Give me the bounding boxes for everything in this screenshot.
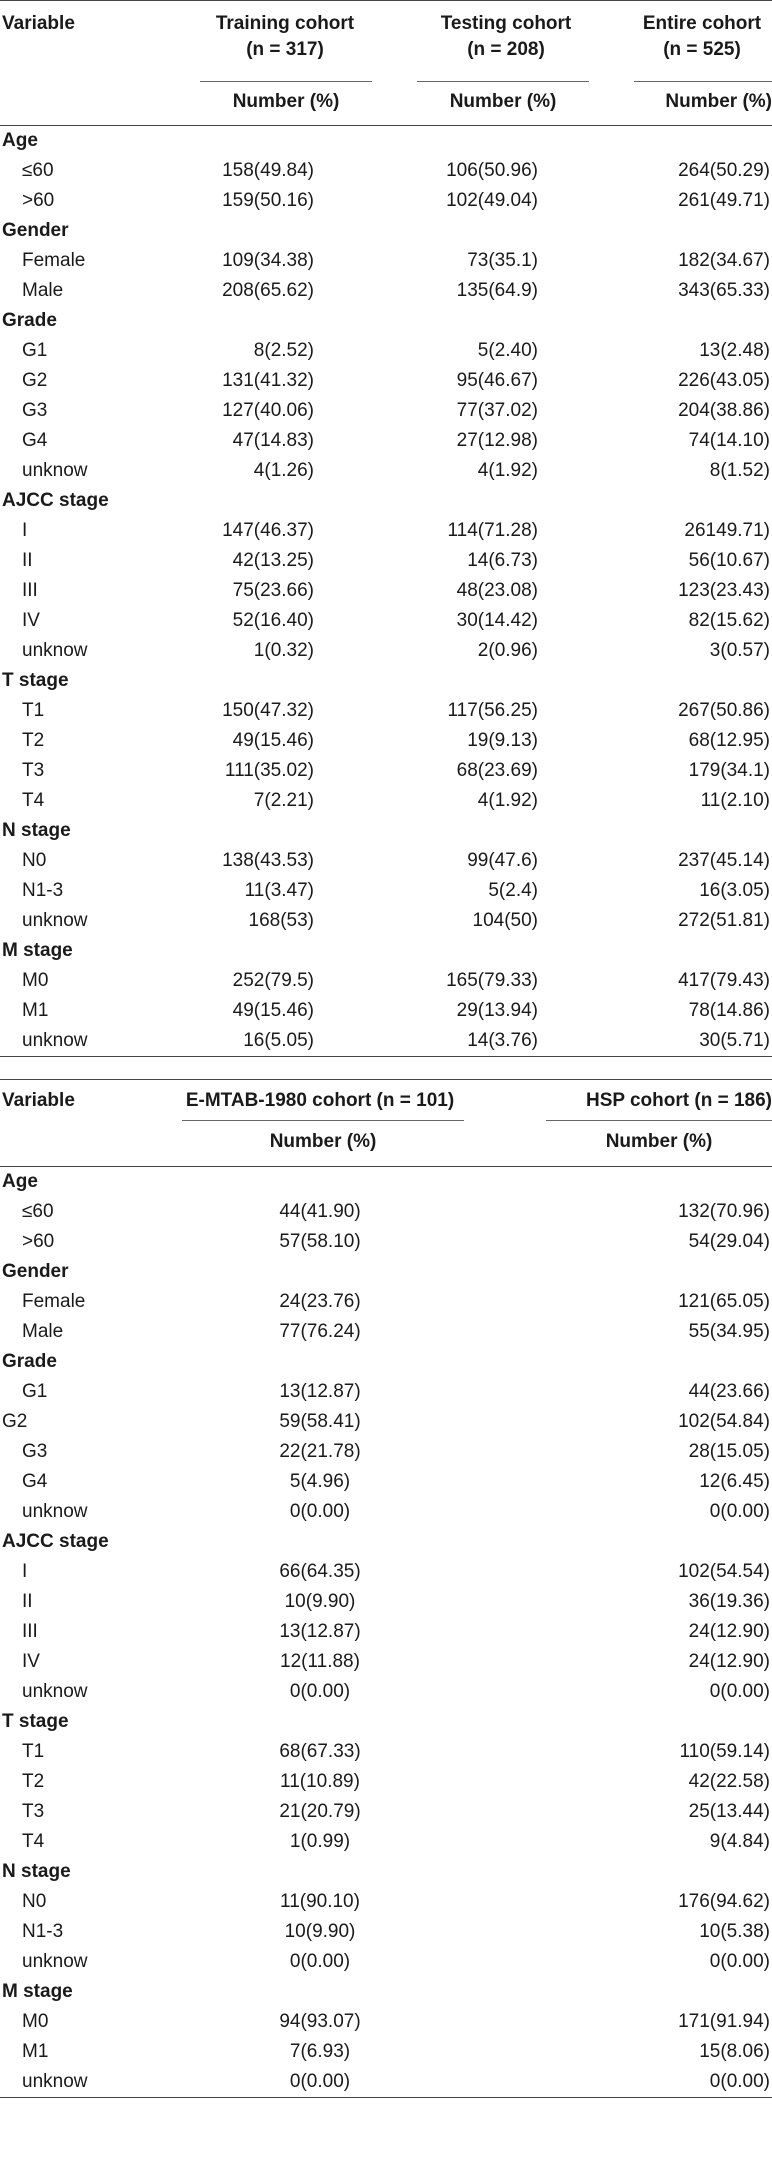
row-label: II: [22, 1591, 33, 1612]
value-cell: 106(50.96): [446, 160, 538, 181]
category-row: [0, 1257, 772, 1287]
value-cell: 66(64.35): [279, 1561, 361, 1582]
category-label: AJCC stage: [2, 1531, 109, 1552]
row-label: IV: [22, 1651, 40, 1672]
value-cell: 272(51.81): [678, 910, 770, 931]
value-cell: 179(34.1): [688, 760, 770, 781]
value-cell: 204(38.86): [678, 400, 770, 421]
table-row: [0, 1467, 772, 1497]
category-label: N stage: [2, 820, 71, 841]
category-row: [0, 1707, 772, 1737]
row-label: I: [22, 1561, 28, 1582]
row-label: T1: [22, 700, 45, 721]
value-cell: 13(12.87): [279, 1381, 361, 1402]
category-label: T stage: [2, 670, 69, 691]
value-cell: 14(6.73): [467, 550, 538, 571]
category-row: [0, 1977, 772, 2007]
training-cohort-n: (n = 317): [246, 39, 324, 60]
value-cell: 22(21.78): [279, 1441, 361, 1462]
table-row: [0, 186, 772, 216]
table1-header-spacer: [0, 63, 772, 77]
table2-hsp-header: HSP cohort (n = 186): [585, 1090, 772, 1111]
entire-cohort-label: Entire cohort: [642, 13, 762, 34]
value-cell: 267(50.86): [678, 700, 770, 721]
value-cell: 102(54.84): [678, 1411, 770, 1432]
category-row: [0, 1527, 772, 1557]
value-cell: 42(13.25): [232, 550, 314, 571]
table-row: [0, 1197, 772, 1227]
value-cell: 12(6.45): [699, 1471, 770, 1492]
row-label: G3: [22, 1441, 48, 1462]
row-label: M1: [22, 2041, 49, 2062]
category-row: [0, 126, 772, 157]
row-label: T3: [22, 760, 45, 781]
row-label: G2: [2, 1411, 28, 1432]
value-cell: 0(0.00): [289, 1501, 351, 1522]
table-row: [0, 1677, 772, 1707]
row-label: Female: [22, 1291, 86, 1312]
table-row: [0, 966, 772, 996]
value-cell: 158(49.84): [222, 160, 314, 181]
table-row: [0, 546, 772, 576]
value-cell: 13(2.48): [699, 340, 770, 361]
category-row: [0, 1347, 772, 1377]
value-cell: 12(11.88): [280, 1651, 360, 1672]
value-cell: 1(0.99): [289, 1831, 351, 1852]
category-label: Grade: [2, 1351, 57, 1372]
value-cell: 49(15.46): [232, 1000, 314, 1021]
value-cell: 132(70.96): [678, 1201, 770, 1222]
table-row: [0, 2037, 772, 2067]
value-cell: 47(14.83): [232, 430, 314, 451]
value-cell: 2(0.96): [477, 640, 538, 661]
value-cell: 10(9.90): [284, 1591, 356, 1612]
category-label: N stage: [2, 1861, 71, 1882]
value-cell: 171(91.94): [678, 2011, 770, 2032]
table-row: [0, 636, 772, 666]
value-cell: 114(71.28): [447, 520, 538, 541]
category-row: [0, 816, 772, 846]
row-label: Female: [22, 250, 86, 271]
row-label: N0: [22, 850, 47, 871]
row-label: G3: [22, 400, 48, 421]
value-cell: 59(58.41): [279, 1411, 361, 1432]
value-cell: 0(0.00): [289, 1951, 351, 1972]
table1-training-header: [170, 1, 370, 64]
value-cell: 208(65.62): [222, 280, 314, 301]
table1-sub1: Number (%): [200, 81, 372, 122]
category-label: M stage: [2, 1981, 73, 2002]
row-label: unknow: [22, 460, 88, 481]
value-cell: 264(50.29): [678, 160, 770, 181]
row-label: ≤60: [22, 160, 54, 181]
table2-variable-header: Variable: [2, 1090, 75, 1111]
value-cell: 4(1.26): [253, 460, 314, 481]
value-cell: 14(3.76): [467, 1030, 538, 1051]
category-label: M stage: [2, 940, 73, 961]
row-label: unknow: [22, 910, 88, 931]
value-cell: 11(2.10): [700, 790, 770, 811]
table-row: [0, 246, 772, 276]
category-label: Grade: [2, 310, 57, 331]
value-cell: 73(35.1): [467, 250, 538, 271]
row-label: unknow: [22, 1681, 88, 1702]
value-cell: 8(2.52): [253, 340, 314, 361]
table-row: [0, 426, 772, 456]
value-cell: 13(12.87): [279, 1621, 361, 1642]
table1-sub2: Number (%): [417, 81, 589, 122]
table1-body: [0, 126, 772, 1057]
value-cell: 135(64.9): [456, 280, 538, 301]
value-cell: 56(10.67): [688, 550, 770, 571]
table-row: [0, 576, 772, 606]
value-cell: 99(47.6): [467, 850, 538, 871]
value-cell: 131(41.32): [222, 370, 314, 391]
entire-cohort-n: (n = 525): [663, 39, 741, 60]
row-label: unknow: [22, 640, 88, 661]
table1-sub3: Number (%): [634, 81, 772, 122]
table2-body: [0, 1167, 772, 2098]
value-cell: 252(79.5): [232, 970, 314, 991]
category-label: AJCC stage: [2, 490, 109, 511]
value-cell: 3(0.57): [709, 640, 770, 661]
value-cell: 44(23.66): [688, 1381, 770, 1402]
value-cell: 24(12.90): [688, 1621, 770, 1642]
value-cell: 9(4.84): [709, 1831, 770, 1852]
value-cell: 0(0.00): [709, 1951, 770, 1972]
table-row: [0, 1947, 772, 1977]
value-cell: 121(65.05): [678, 1291, 770, 1312]
value-cell: 42(22.58): [688, 1771, 770, 1792]
row-label: >60: [22, 1231, 55, 1252]
value-cell: 5(2.4): [488, 880, 538, 901]
row-label: unknow: [22, 1501, 88, 1522]
value-cell: 16(3.05): [699, 880, 770, 901]
value-cell: 102(54.54): [678, 1561, 770, 1582]
table-row: [0, 1767, 772, 1797]
row-label: unknow: [22, 2071, 88, 2092]
table-row: [0, 786, 772, 816]
value-cell: 147(46.37): [222, 520, 314, 541]
table1-testing-header: [370, 1, 592, 64]
row-label: N0: [22, 1891, 47, 1912]
row-label: Male: [22, 1321, 64, 1342]
row-label: G1: [22, 340, 48, 361]
table-row: [0, 1917, 772, 1947]
table-row: [0, 1587, 772, 1617]
table-row: [0, 1797, 772, 1827]
table-row: [0, 156, 772, 186]
value-cell: 168(53): [248, 910, 314, 931]
table-row: [0, 1407, 772, 1437]
category-row: [0, 306, 772, 336]
value-cell: 26149.71): [684, 520, 770, 541]
row-label: T2: [22, 1771, 45, 1792]
value-cell: 44(41.90): [279, 1201, 361, 1222]
value-cell: 30(5.71): [699, 1030, 770, 1051]
row-label: Male: [22, 280, 64, 301]
training-cohort-label: Training cohort: [215, 13, 355, 34]
value-cell: 7(6.93): [289, 2041, 351, 2062]
row-label: T2: [22, 730, 45, 751]
value-cell: 0(0.00): [289, 1681, 351, 1702]
category-label: T stage: [2, 1711, 69, 1732]
value-cell: 159(50.16): [222, 190, 314, 211]
value-cell: 68(23.69): [456, 760, 538, 781]
value-cell: 30(14.42): [456, 610, 538, 631]
table-row: [0, 696, 772, 726]
value-cell: 4(1.92): [477, 790, 538, 811]
row-label: N1-3: [22, 880, 64, 901]
row-label: M0: [22, 2011, 49, 2032]
row-label: II: [22, 550, 33, 571]
value-cell: 54(29.04): [688, 1231, 770, 1252]
row-label: G4: [22, 1471, 48, 1492]
value-cell: 5(2.40): [477, 340, 538, 361]
value-cell: 11(3.47): [244, 880, 314, 901]
category-label: Gender: [2, 1261, 69, 1282]
value-cell: 94(93.07): [279, 2011, 361, 2032]
value-cell: 82(15.62): [688, 610, 770, 631]
table-row: [0, 336, 772, 366]
row-label: T3: [22, 1801, 45, 1822]
value-cell: 24(23.76): [279, 1291, 361, 1312]
value-cell: 110(59.14): [679, 1741, 770, 1762]
row-label: >60: [22, 190, 55, 211]
value-cell: 8(1.52): [709, 460, 770, 481]
value-cell: 7(2.21): [253, 790, 314, 811]
table2-emtab-header: E-MTAB-1980 cohort (n = 101): [185, 1090, 455, 1111]
value-cell: 78(14.86): [688, 1000, 770, 1021]
table-row: [0, 456, 772, 486]
value-cell: 77(76.24): [279, 1321, 361, 1342]
value-cell: 68(12.95): [688, 730, 770, 751]
value-cell: 104(50): [472, 910, 538, 931]
table-row: [0, 396, 772, 426]
row-label: T4: [22, 1831, 45, 1852]
row-label: III: [22, 580, 38, 601]
table-row: [0, 1617, 772, 1647]
table-row: [0, 1737, 772, 1767]
testing-cohort-label: Testing cohort: [440, 13, 572, 34]
table-row: [0, 1227, 772, 1257]
category-row: [0, 936, 772, 966]
row-label: unknow: [22, 1030, 88, 1051]
value-cell: 0(0.00): [709, 1681, 770, 1702]
table2-subheader-row: [0, 1116, 772, 1167]
value-cell: 57(58.10): [279, 1231, 361, 1252]
table1-subheader-row: [0, 77, 772, 126]
value-cell: 55(34.95): [688, 1321, 770, 1342]
table-row: [0, 756, 772, 786]
value-cell: 176(94.62): [678, 1891, 770, 1912]
row-label: G1: [22, 1381, 48, 1402]
table-row: [0, 2007, 772, 2037]
table-row: [0, 726, 772, 756]
cohort-table-2: [0, 1079, 772, 2098]
table1-header-row: [0, 1, 772, 64]
category-row: [0, 666, 772, 696]
value-cell: 127(40.06): [222, 400, 314, 421]
table-row: [0, 276, 772, 306]
table-row: [0, 1287, 772, 1317]
value-cell: 49(15.46): [232, 730, 314, 751]
value-cell: 182(34.67): [678, 250, 770, 271]
value-cell: 150(47.32): [222, 700, 314, 721]
row-label: I: [22, 520, 28, 541]
value-cell: 11(10.89): [280, 1771, 360, 1792]
value-cell: 24(12.90): [688, 1651, 770, 1672]
category-row: [0, 1857, 772, 1887]
table-row: [0, 876, 772, 906]
value-cell: 4(1.92): [477, 460, 538, 481]
value-cell: 165(79.33): [446, 970, 538, 991]
value-cell: 36(19.36): [688, 1591, 770, 1612]
value-cell: 343(65.33): [678, 280, 770, 301]
value-cell: 111(35.02): [224, 760, 314, 781]
row-label: ≤60: [22, 1201, 54, 1222]
value-cell: 261(49.71): [678, 190, 770, 211]
row-label: T4: [22, 790, 45, 811]
category-label: Age: [2, 130, 38, 151]
row-label: N1-3: [22, 1921, 64, 1942]
value-cell: 123(23.43): [678, 580, 770, 601]
table-row: [0, 1887, 772, 1917]
value-cell: 74(14.10): [688, 430, 770, 451]
testing-cohort-n: (n = 208): [467, 39, 545, 60]
table-row: [0, 1647, 772, 1677]
table-row: [0, 2067, 772, 2098]
row-label: T1: [22, 1741, 45, 1762]
value-cell: 10(5.38): [699, 1921, 770, 1942]
value-cell: 25(13.44): [688, 1801, 770, 1822]
table-row: [0, 1497, 772, 1527]
value-cell: 77(37.02): [456, 400, 538, 421]
table-row: [0, 996, 772, 1026]
table2-sub1: Number (%): [182, 1120, 464, 1163]
value-cell: 0(0.00): [709, 1501, 770, 1522]
value-cell: 52(16.40): [232, 610, 314, 631]
table2-header-row: [0, 1080, 772, 1117]
row-label: IV: [22, 610, 40, 631]
value-cell: 75(23.66): [232, 580, 314, 601]
value-cell: 28(15.05): [688, 1441, 770, 1462]
value-cell: 10(9.90): [284, 1921, 356, 1942]
table-row: [0, 1026, 772, 1057]
row-label: unknow: [22, 1951, 88, 1972]
table2-sub2: Number (%): [546, 1120, 772, 1163]
value-cell: 48(23.08): [456, 580, 538, 601]
value-cell: 29(13.94): [456, 1000, 538, 1021]
value-cell: 68(67.33): [279, 1741, 361, 1762]
table-row: [0, 1377, 772, 1407]
category-label: Gender: [2, 220, 69, 241]
table-gap: [0, 1057, 772, 1079]
table-row: [0, 846, 772, 876]
value-cell: 417(79.43): [678, 970, 770, 991]
value-cell: 19(9.13): [467, 730, 538, 751]
table-row: [0, 1437, 772, 1467]
value-cell: 1(0.32): [253, 640, 314, 661]
value-cell: 95(46.67): [456, 370, 538, 391]
row-label: M0: [22, 970, 49, 991]
table1-entire-header: [592, 1, 772, 64]
value-cell: 117(56.25): [447, 700, 538, 721]
row-label: G4: [22, 430, 48, 451]
category-label: Age: [2, 1171, 38, 1192]
value-cell: 138(43.53): [222, 850, 314, 871]
category-row: [0, 216, 772, 246]
table-row: [0, 366, 772, 396]
value-cell: 109(34.38): [222, 250, 314, 271]
value-cell: 0(0.00): [709, 2071, 770, 2092]
table-row: [0, 906, 772, 936]
value-cell: 27(12.98): [456, 430, 538, 451]
table1-variable-header: Variable: [2, 13, 75, 34]
value-cell: 15(8.06): [699, 2041, 770, 2062]
table-row: [0, 606, 772, 636]
table-row: [0, 516, 772, 546]
value-cell: 5(4.96): [289, 1471, 351, 1492]
category-row: [0, 1167, 772, 1198]
category-row: [0, 486, 772, 516]
row-label: M1: [22, 1000, 49, 1021]
cohort-table-1: [0, 0, 772, 1057]
value-cell: 16(5.05): [243, 1030, 314, 1051]
table-row: [0, 1557, 772, 1587]
row-label: G2: [22, 370, 48, 391]
value-cell: 237(45.14): [678, 850, 770, 871]
value-cell: 226(43.05): [678, 370, 770, 391]
table-row: [0, 1827, 772, 1857]
value-cell: 11(90.10): [280, 1891, 360, 1912]
value-cell: 102(49.04): [446, 190, 538, 211]
value-cell: 21(20.79): [279, 1801, 361, 1822]
table-row: [0, 1317, 772, 1347]
value-cell: 0(0.00): [289, 2071, 351, 2092]
row-label: III: [22, 1621, 38, 1642]
